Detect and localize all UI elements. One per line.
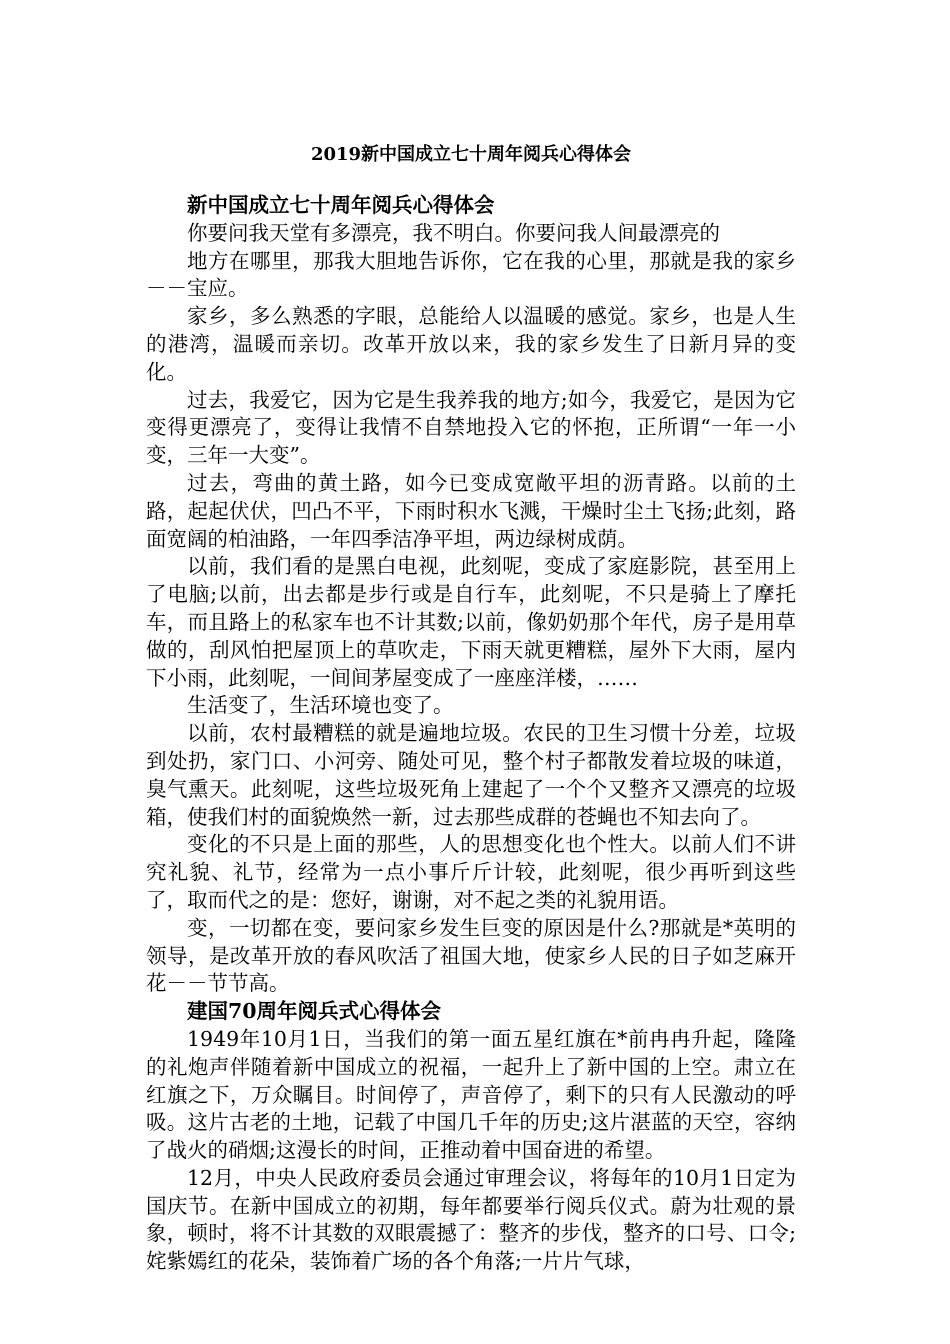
body-paragraph: 生活变了，生活环境也变了。 — [187, 693, 454, 718]
body-paragraph: 以前，我们看的是黑白电视，此刻呢，变成了家庭影院，甚至用上了电脑;以前，出去都是步行或是自行车，此刻呢，不只是骑上了摩托车，而且路上的私家车也不计其数;以前，像奶奶那个年代，房子是用草做的，刮风怕把屋顶上的草吹走，下雨天就更糟糕，屋外下大雨，屋内下小雨，此刻呢，一间间茅屋变成了一座座洋楼，…… — [146, 554, 796, 690]
body-paragraph: 你要问我天堂有多漂亮，我不明白。你要问我人间最漂亮的 — [187, 220, 720, 245]
body-paragraph: 地方在哪里，那我大胆地告诉你，它在我的心里，那就是我的家乡－－宝应。 — [146, 248, 796, 301]
body-paragraph: 过去，我爱它，因为它是生我养我的地方;如今，我爱它，是因为它变得更漂亮了，变得让我情不自禁地投入它的怀抱，正所谓“一年一小变，三年一大变”。 — [146, 387, 796, 468]
body-paragraph: 以前，农村最糟糕的就是遍地垃圾。农民的卫生习惯十分差，垃圾到处扔，家门口、小河旁、随处可见，整个村子都散发着垃圾的味道，臭气熏天。此刻呢，这些垃圾死角上建起了一个个又整齐又漂亮的垃圾箱，使我们村的面貌焕然一新，过去那些成群的苍蝇也不知去向了。 — [146, 721, 796, 829]
section-heading: 建国70周年阅兵式心得体会 — [187, 999, 442, 1024]
document-body — [146, 192, 796, 1276]
document-title: 2019新中国成立七十周年阅兵心得体会 — [310, 144, 632, 165]
body-paragraph: 1949年10月1日，当我们的第一面五星红旗在*前冉冉升起，隆隆的礼炮声伴随着新中国成立的祝福，一起升上了新中国的上空。肃立在红旗之下，万众瞩目。时间停了，声音停了，剩下的只有人民激动的呼吸。这片古老的土地，记载了中国几千年的历史;这片湛蓝的天空，容纳了战火的硝烟;这漫长的时间，正推动着中国奋进的希望。 — [146, 1026, 796, 1163]
body-paragraph: 家乡，多么熟悉的字眼，总能给人以温暖的感觉。家乡，也是人生的港湾，温暖而亲切。改革开放以来，我的家乡发生了日新月异的变化。 — [146, 304, 796, 384]
section-heading: 新中国成立七十周年阅兵心得体会 — [187, 193, 495, 217]
body-paragraph: 变化的不只是上面的那些，人的思想变化也个性大。以前人们不讲究礼貌、礼节，经常为一点小事斤斤计较，此刻呢，很少再听到这些了，取而代之的是：您好，谢谢，对不起之类的礼貌用语。 — [146, 832, 796, 912]
body-paragraph: 12月，中央人民政府委员会通过审理会议，将每年的10月1日定为国庆节。在新中国成立的初期，每年都要举行阅兵仪式。蔚为壮观的景象，顿时，将不计其数的双眼震撼了：整齐的步伐，整齐的口号、口令;姹紫嫣红的花朵，装饰着广场的各个角落;一片片气球， — [146, 1165, 796, 1274]
body-paragraph: 变，一切都在变，要问家乡发生巨变的原因是什么?那就是*英明的领导，是改革开放的春风吹活了祖国大地，使家乡人民的日子如芝麻开花－－节节高。 — [146, 915, 796, 996]
body-paragraph: 过去，弯曲的黄土路，如今已变成宽敞平坦的沥青路。以前的土路，起起伏伏，凹凸不平，下雨时积水飞溅，干燥时尘土飞扬;此刻，路面宽阔的柏油路，一年四季洁净平坦，两边绿树成荫。 — [146, 470, 796, 551]
